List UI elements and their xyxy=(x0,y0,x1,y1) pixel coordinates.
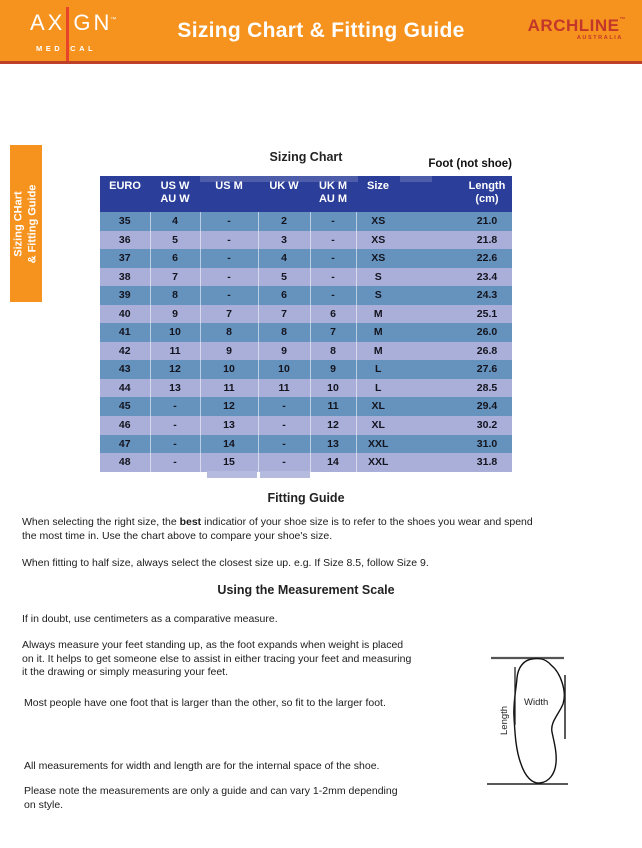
table-cell-filler xyxy=(400,249,462,268)
table-cell: - xyxy=(200,268,258,287)
table-cell: 14 xyxy=(310,453,356,472)
table-row xyxy=(100,379,512,398)
archline-australia-label: AUSTRALIA xyxy=(576,35,623,41)
fitting-guide-paragraph-1 xyxy=(22,516,628,543)
table-cell-filler xyxy=(400,342,462,361)
table-cell: 39 xyxy=(100,286,150,305)
column-under-tab xyxy=(260,471,310,478)
foot-not-shoe-note: Foot (not shoe) xyxy=(428,158,512,170)
table-cell: 12 xyxy=(200,397,258,416)
table-cell-filler xyxy=(400,231,462,250)
table-cell: XXL xyxy=(368,437,389,450)
measurement-paragraph-5 xyxy=(24,785,510,812)
table-cell: 13 xyxy=(310,435,356,454)
measurement-paragraph-3: Most people have one foot that is larger than the other, so fit to the larger foot. xyxy=(24,697,386,709)
side-tab-label xyxy=(13,184,40,263)
table-cell: 46 xyxy=(100,416,150,435)
table-cell: XS xyxy=(371,252,386,265)
table-cell: 3 xyxy=(258,231,310,250)
table-cell-filler xyxy=(400,212,462,231)
length-label: Length xyxy=(499,705,510,735)
table-cell: XL xyxy=(371,400,385,413)
table-cell: - xyxy=(150,416,200,435)
fitting-guide-heading: Fitting Guide xyxy=(267,491,345,505)
table-cell: 47 xyxy=(100,435,150,454)
table-cell: 13 xyxy=(200,416,258,435)
table-cell: - xyxy=(150,453,200,472)
table-row xyxy=(100,360,512,379)
medical-right: CAL xyxy=(70,44,97,53)
table-cell: XS xyxy=(371,233,386,246)
table-cell: M xyxy=(373,344,383,357)
table-cell: 10 xyxy=(150,323,200,342)
foot-measurement-diagram xyxy=(484,645,586,797)
table-cell: 5 xyxy=(150,231,200,250)
table-header-cell: Size xyxy=(366,180,389,192)
measurement-paragraph-4: All measurements for width and length are for the internal space of the shoe. xyxy=(24,760,380,772)
table-cell: M xyxy=(373,326,383,339)
table-header-cell: US M xyxy=(215,180,243,192)
page-title: Sizing Chart & Fitting Guide xyxy=(177,19,465,42)
table-cell: 7 xyxy=(150,268,200,287)
fitting-guide-paragraph-2: When fitting to half size, always select the closest size up. e.g. If Size 8.5, follow Size 9. xyxy=(22,557,429,569)
table-header-cell: UK M AU M xyxy=(318,180,348,205)
table-cell: 25.1 xyxy=(476,307,498,320)
table-cell: 5 xyxy=(258,268,310,287)
table-row xyxy=(100,435,512,454)
table-header-cell: US W AU W xyxy=(160,180,190,205)
table-cell: 4 xyxy=(258,249,310,268)
m5-line2: on style. xyxy=(24,798,64,811)
table-cell: 8 xyxy=(310,342,356,361)
axign-tm: ™ xyxy=(110,17,120,23)
table-cell: 7 xyxy=(310,323,356,342)
table-cell: 9 xyxy=(150,305,200,324)
table-cell: 10 xyxy=(310,379,356,398)
top-banner xyxy=(0,0,642,61)
table-cell: 27.6 xyxy=(476,363,498,376)
table-cell-filler xyxy=(400,286,462,305)
m2-line1: Always measure your feet standing up, as the foot expands when weight is placed xyxy=(22,639,404,651)
axign-word-left: AX xyxy=(30,10,66,35)
medical-left: MED xyxy=(36,44,64,53)
m2-line2: on it. It helps to get someone else to assist in either tracing your feet and measuring xyxy=(22,652,412,665)
axign-medical-label xyxy=(30,44,121,53)
table-cell: 15 xyxy=(200,453,258,472)
table-row xyxy=(100,342,512,361)
table-cell: - xyxy=(200,286,258,305)
header-highlight xyxy=(400,176,432,182)
table-cell: 26.8 xyxy=(476,344,498,357)
table-cell: 9 xyxy=(310,360,356,379)
table-cell: S xyxy=(374,270,382,283)
table-cell: M xyxy=(373,307,383,320)
table-cell-filler xyxy=(400,397,462,416)
table-cell: 10 xyxy=(258,360,310,379)
archline-wordmark xyxy=(528,17,626,35)
axign-word-right: GN xyxy=(73,10,113,35)
table-cell: 48 xyxy=(100,453,150,472)
archline-logo xyxy=(528,17,626,41)
table-cell: 22.6 xyxy=(476,252,498,265)
table-row xyxy=(100,249,512,268)
side-tab-line2: & Fitting Guide xyxy=(26,184,38,263)
table-cell: 13 xyxy=(150,379,200,398)
column-under-tab xyxy=(207,471,257,478)
table-cell: - xyxy=(200,249,258,268)
archline-word: ARCHLINE xyxy=(527,16,620,35)
table-cell-filler xyxy=(400,453,462,472)
archline-tm: ™ xyxy=(619,17,626,23)
table-cell: 6 xyxy=(150,249,200,268)
table-cell: - xyxy=(258,397,310,416)
table-cell: 2 xyxy=(258,212,310,231)
table-cell: S xyxy=(374,289,382,302)
foot-outline xyxy=(514,659,564,784)
table-cell: 21.8 xyxy=(476,233,498,246)
table-cell: 11 xyxy=(150,342,200,361)
table-cell-filler xyxy=(400,360,462,379)
p1-pre: When selecting the right size, the xyxy=(22,516,180,528)
table-cell: 11 xyxy=(310,397,356,416)
measurement-paragraph-1: If in doubt, use centimeters as a comparative measure. xyxy=(22,613,278,625)
table-cell: - xyxy=(200,212,258,231)
table-cell: 6 xyxy=(258,286,310,305)
table-cell: 11 xyxy=(258,379,310,398)
table-cell: 37 xyxy=(100,249,150,268)
table-cell: XXL xyxy=(368,456,389,469)
p1-bold: best xyxy=(179,516,202,528)
table-cell: - xyxy=(258,453,310,472)
table-cell: - xyxy=(310,212,356,231)
table-cell: 8 xyxy=(200,323,258,342)
table-row xyxy=(100,305,512,324)
table-cell: 9 xyxy=(258,342,310,361)
width-label: Width xyxy=(524,697,549,708)
table-cell: 38 xyxy=(100,268,150,287)
table-row xyxy=(100,212,512,231)
table-cell-filler xyxy=(400,305,462,324)
table-cell: - xyxy=(150,435,200,454)
table-row xyxy=(100,397,512,416)
table-cell: 8 xyxy=(258,323,310,342)
table-cell: L xyxy=(375,381,382,394)
table-cell-filler xyxy=(400,379,462,398)
table-cell: - xyxy=(258,435,310,454)
sizing-table xyxy=(100,176,513,472)
table-cell: 9 xyxy=(200,342,258,361)
table-cell: 7 xyxy=(200,305,258,324)
m5-line1: Please note the measurements are only a guide and can vary 1-2mm depending xyxy=(24,785,398,797)
table-cell: XL xyxy=(371,419,385,432)
table-cell: 24.3 xyxy=(476,289,498,302)
table-row xyxy=(100,453,512,472)
table-cell: 42 xyxy=(100,342,150,361)
table-cell: 6 xyxy=(310,305,356,324)
measurement-heading: Using the Measurement Scale xyxy=(217,583,395,597)
table-cell: 12 xyxy=(310,416,356,435)
table-cell: 12 xyxy=(150,360,200,379)
table-cell-filler xyxy=(400,323,462,342)
table-cell: 4 xyxy=(150,212,200,231)
table-cell: 10 xyxy=(200,360,258,379)
table-cell: 30.2 xyxy=(476,419,498,432)
table-cell: - xyxy=(200,231,258,250)
measurement-paragraph-2 xyxy=(22,639,508,680)
banner-rule xyxy=(0,61,642,64)
table-row xyxy=(100,323,512,342)
table-row xyxy=(100,286,512,305)
table-cell: 31.0 xyxy=(476,437,498,450)
header-highlight xyxy=(200,176,358,182)
m2-line3: it the drawing or simply measuring your feet. xyxy=(22,666,229,678)
table-header-cell: UK W xyxy=(269,180,299,192)
table-cell-filler xyxy=(400,435,462,454)
table-row xyxy=(100,416,512,435)
table-cell: - xyxy=(310,286,356,305)
table-cell: - xyxy=(150,397,200,416)
table-header-cell: EURO xyxy=(109,180,141,192)
table-cell: 14 xyxy=(200,435,258,454)
table-header-cell: Length (cm) xyxy=(468,180,506,205)
table-cell: 23.4 xyxy=(476,270,498,283)
table-cell: - xyxy=(310,249,356,268)
table-cell: 40 xyxy=(100,305,150,324)
table-cell: 35 xyxy=(100,212,150,231)
table-cell: - xyxy=(258,416,310,435)
table-cell: 43 xyxy=(100,360,150,379)
table-cell: XS xyxy=(371,215,386,227)
sizing-chart-title: Sizing Chart xyxy=(269,150,343,164)
table-cell: 36 xyxy=(100,231,150,250)
table-cell: 7 xyxy=(258,305,310,324)
table-cell: - xyxy=(310,268,356,287)
table-cell: 45 xyxy=(100,397,150,416)
table-row xyxy=(100,231,512,250)
table-cell-filler xyxy=(400,416,462,435)
table-cell: - xyxy=(310,231,356,250)
table-cell: 28.5 xyxy=(476,381,498,394)
table-cell: 41 xyxy=(100,323,150,342)
table-cell: 44 xyxy=(100,379,150,398)
table-cell: 21.0 xyxy=(476,215,498,227)
table-cell: 31.8 xyxy=(476,456,498,469)
table-cell: 11 xyxy=(200,379,258,398)
table-cell: 26.0 xyxy=(476,326,498,339)
table-cell: 29.4 xyxy=(476,400,498,413)
table-row xyxy=(100,268,512,287)
p1-post: indicatior of your shoe size is to refer to the shoes you wear and spend xyxy=(201,516,533,528)
table-cell-filler xyxy=(400,268,462,287)
side-tab-line1: Sizing CHart xyxy=(12,190,25,257)
p1-line2: the most time in. Use the chart above to compare your shoe's size. xyxy=(22,529,333,542)
table-cell: 8 xyxy=(150,286,200,305)
side-tab xyxy=(10,145,42,302)
table-cell: L xyxy=(375,363,382,376)
